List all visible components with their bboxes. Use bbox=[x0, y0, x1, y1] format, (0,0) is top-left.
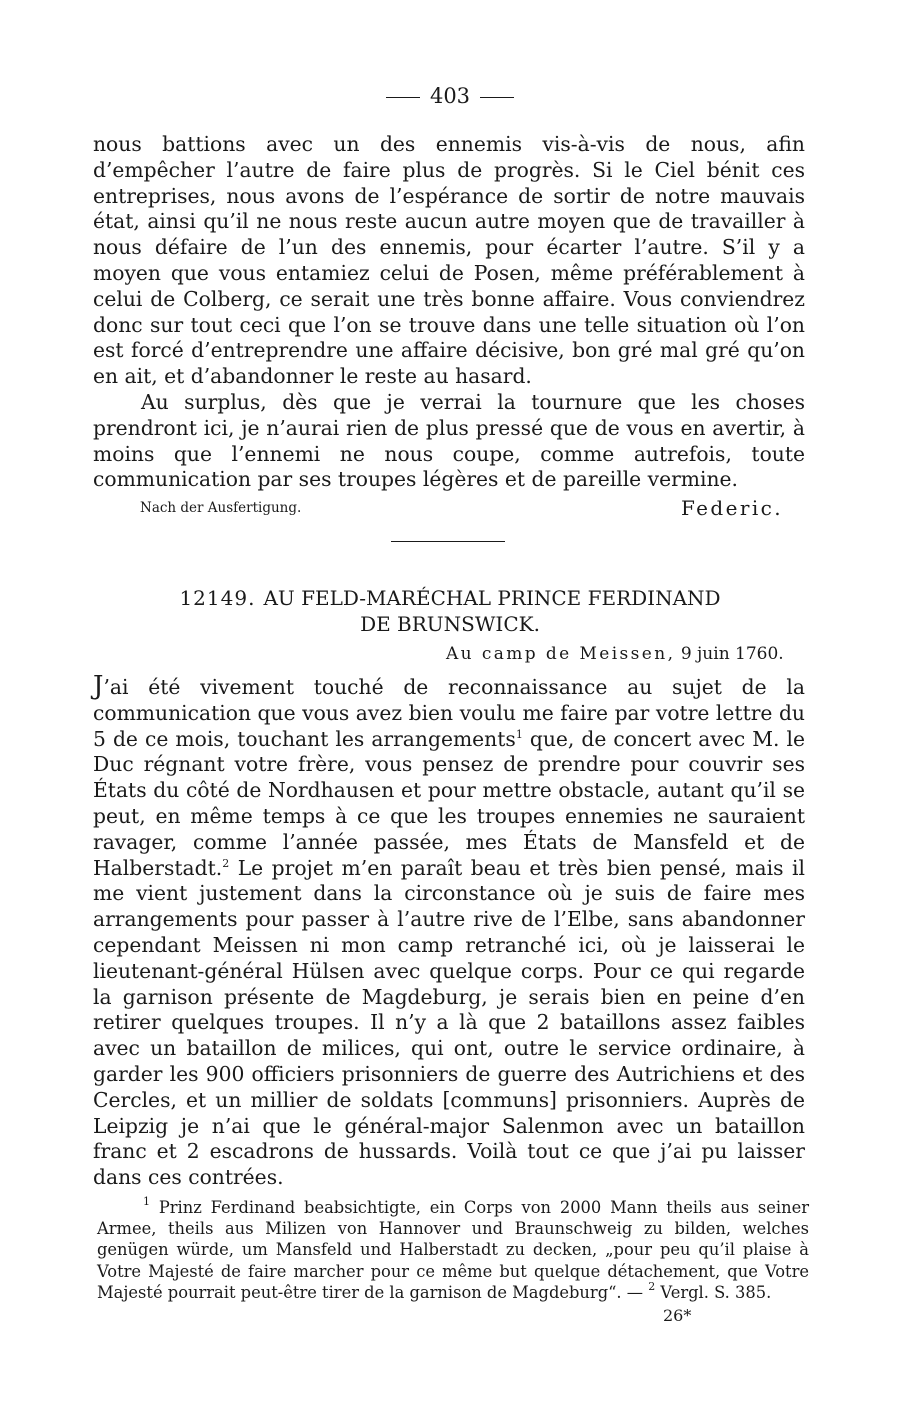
footnote-marker-1: 1 bbox=[143, 1195, 150, 1208]
heading-line-1: AU FELD-MARÉCHAL PRINCE FERDINAND bbox=[263, 586, 721, 610]
letter-body bbox=[93, 671, 805, 1191]
footnote-ref-1: 1 bbox=[515, 727, 523, 741]
continued-letter-body bbox=[93, 132, 805, 493]
drop-initial: J bbox=[93, 671, 104, 701]
footnotes bbox=[97, 1197, 809, 1303]
source-note: Nach der Ausfertigung. bbox=[140, 500, 302, 516]
heading-line-2: DE BRUNSWICK. bbox=[360, 612, 540, 636]
letter-paragraph bbox=[93, 671, 805, 1191]
letter-heading bbox=[0, 585, 900, 637]
page-header bbox=[0, 84, 900, 108]
footnote-text-1: Prinz Ferdinand beabsichtigte, ein Corps von 2000 Mann theils aus seiner Armee, theils aus Milizen von Hannover und Braunschweig zu bilden, welches genügen würde, um Mansfeld und Halberstadt zu decken, „pour peu qu’il plaise à Votre Majesté de faire marcher pour ce même but quelque détachement, que Votre Majesté pourrait peut-être tirer de la garnison de Magdeburg“. — bbox=[97, 1198, 809, 1302]
header-dash-left bbox=[386, 97, 420, 98]
printer-signature-mark: 26* bbox=[663, 1306, 692, 1325]
footnote-text-2: Vergl. S. 385. bbox=[655, 1282, 772, 1302]
footnote-ref-2: 2 bbox=[222, 856, 230, 870]
dateline bbox=[446, 644, 784, 664]
footnote bbox=[97, 1197, 809, 1303]
page-number: 403 bbox=[429, 84, 471, 108]
paragraph-continued: nous battions avec un des ennemis vis-à-vis de nous, afin d’empêcher l’autre de faire plus de progrès. Si le Ciel bénit ces entreprises, nous avons de l’espérance de sortir de notre mauvais état, ainsi qu’il ne nous reste aucun autre moyen que de travailler à nous défaire de l’un des ennemis, pour écarter l’autre. S’il y a moyen que vous entamiez celui de Posen, même préférablement à celui de Colberg, ce serait une très bonne affaire. Vous conviendrez donc sur tout ceci que l’on se trouve dans une telle situation où l’on est forcé d’entreprendre une affaire décisive, bon gré mal gré qu’on en ait, et d’abandonner le reste au hasard. bbox=[93, 132, 805, 389]
signature: Federic. bbox=[681, 496, 783, 520]
letter-text-part-1: ’ai été vivement touché de reconnaissance au sujet de la communication que vous avez bien voulu me faire par votre lettre du 5 de ce mois, touchant les arrangements bbox=[93, 675, 805, 751]
dateline-place: Au camp de Meissen, bbox=[446, 644, 676, 664]
dateline-date: 9 juin 1760. bbox=[680, 644, 784, 664]
section-divider bbox=[391, 541, 505, 542]
letter-text-part-3: Le projet m’en paraît beau et très bien pensé, mais il me vient justement dans la circonstance où je suis de faire mes arrangements pour passer à l’autre rive de l’Elbe, sans abandonner cependant Meissen ni mon camp retranché ici, où je laisserai le lieutenant-général Hülsen avec quelque corps. Pour ce qui regarde la garnison présente de Magdeburg, je serais bien en peine d’en retirer quelques troupes. Il n’y a là que 2 bataillons assez faibles avec un bataillon de milices, qui ont, outre le service ordinaire, à garder les 900 officiers prisonniers de guerre des Autrichiens et des Cercles, et un millier de soldats [communs] prisonniers. Auprès de Leipzig je n’ai que le général-major Salenmon avec un bataillon franc et 2 escadrons de hussards. Voilà tout ce que j’ai pu laisser dans ces contrées. bbox=[93, 855, 805, 1190]
letter-number: 12149. bbox=[179, 586, 256, 610]
letter-text-part-2: que, de concert avec M. le Duc régnant votre frère, vous pensez de prendre pour couvrir ses États du côté de Nordhausen et pour mettre obstacle, autant qu’il se peut, en même temps à ce que les troupes ennemies ne sauraient ravager, comme l’année passée, mes États de Mansfeld et de Halberstadt. bbox=[93, 726, 805, 880]
header-dash-right bbox=[480, 97, 514, 98]
footnote-marker-2: 2 bbox=[648, 1279, 656, 1293]
paragraph-closing: Au surplus, dès que je verrai la tournure que les choses prendront ici, je n’aurai rien de plus pressé que de vous en avertir, à moins que l’ennemi ne nous coupe, comme autrefois, toute communication par ses troupes légères et de pareille vermine. bbox=[93, 389, 805, 492]
